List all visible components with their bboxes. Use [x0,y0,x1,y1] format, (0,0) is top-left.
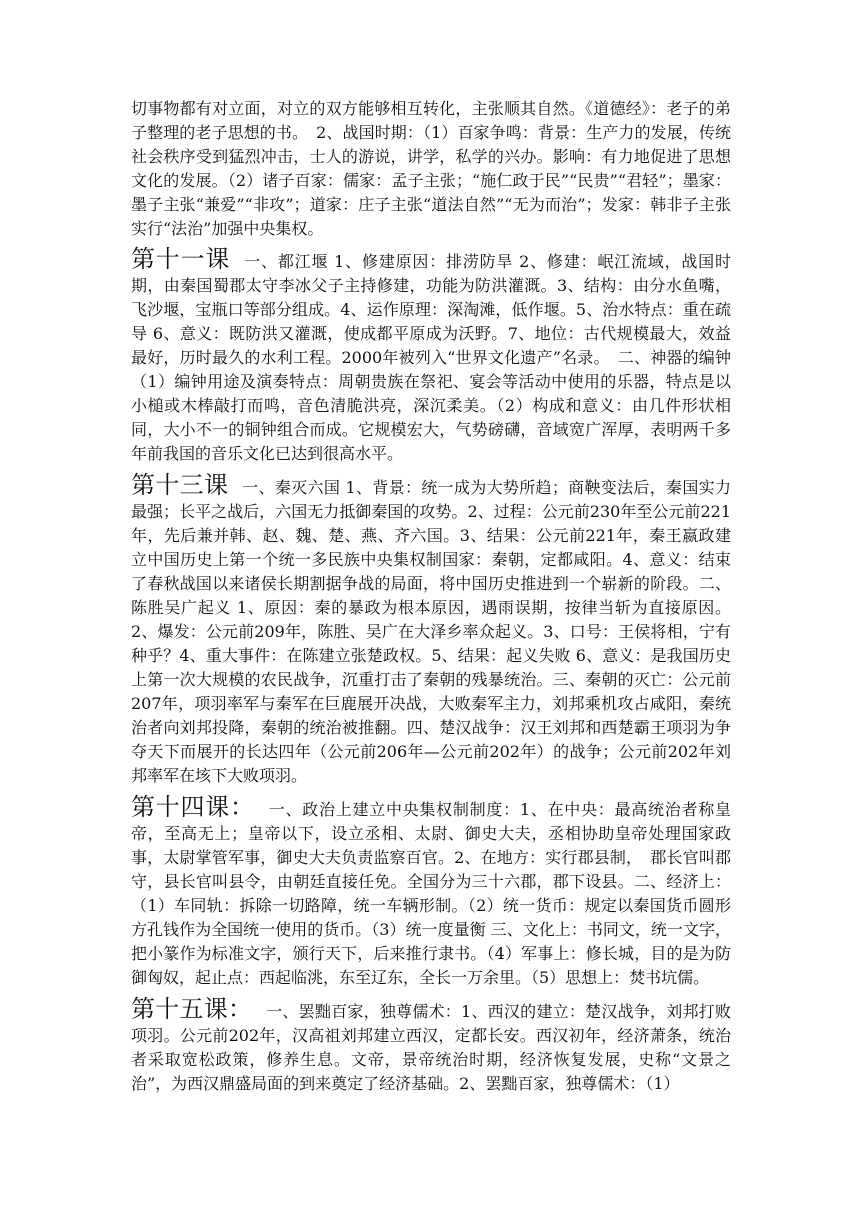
intro-paragraph: 切事物都有对立面，对立的双方能够相互转化，主张顺其自然。《道德经》：老子的弟子整理的老子思想的书。 2、战国时期：（1）百家争鸣：背景：生产力的发展，传统社会秩序受到猛烈冲击，士人的游说，讲学，私学的兴办。影响：有力地促进了思想文化的发展。（2）诸子百家：儒家：孟子主张；“施仁政于民”“民贵”“君轻”；墨家：墨子主张“兼爱”“非攻”；道家：庄子主张“道法自然”“无为而治”；发家：韩非子主张实行“法治”加强中央集权。 [131,99,731,238]
lesson-15-title: 第十五课： [131,995,253,1023]
lesson-15-text: 一、罢黜百家，独尊儒术：1、西汉的建立：楚汉战争，刘邦打败项羽。公元前202年，汉高祖刘邦建立西汉，定都长安。西汉初年，经济萧条，统治者采取宽松政策，修养生息。文帝，景帝统治时期，经济恢复发展，史称“文景之治”，为西汉鼎盛局面的到来奠定了经济基础。2、罢黜百家，独尊儒术：（1） [131,1002,731,1093]
lesson-14-paragraph [131,793,731,990]
lesson-13-text: 一、秦灭六国 1、背景：统一成为大势所趋；商鞅变法后，秦国实力最强；长平之战后，六国无力抵御秦国的攻势。2、过程：公元前230年至公元前221年，先后兼并韩、赵、魏、楚、燕、齐六国。3、结果：公元前221年，秦王嬴政建立中国历史上第一个统一多民族中央集权制国家：秦朝，定都咸阳。4、意义：结束了春秋战国以来诸侯长期割据争战的局面，将中国历史推进到一个崭新的阶段。二、陈胜吴广起义 1、原因：秦的暴政为根本原因，遇雨误期，按律当斩为直接原因。2、爆发：公元前209年，陈胜、吴广在大泽乡率众起义。3、口号：王侯将相，宁有种乎？4、重大事件：在陈建立张楚政权。5、结果：起义失败 6、意义：是我国历史上第一次大规模的农民战争，沉重打击了秦朝的残暴统治。三、秦朝的灭亡：公元前207年，项羽率军与秦军在巨鹿展开决战，大败秦军主力，刘邦乘机攻占咸阳，秦统治者向刘邦投降，秦朝的统治被推翻。四、楚汉战争：汉王刘邦和西楚霸王项羽为争夺天下而展开的长达四年（公元前206年—公元前202年）的战争；公元前202年刘邦率军在垓下大败项羽。 [131,478,731,785]
document-page [131,97,748,1101]
lesson-11-text: 一、都江堰 1、修建原因：排涝防旱 2、修建：岷江流域，战国时期，由秦国蜀郡太守李冰父子主持修建，功能为防洪灌溉。3、结构：由分水鱼嘴，飞沙堰，宝瓶口等部分组成。4、运作原理：深淘滩，低作堰。5、治水特点：重在疏导 6、意义：既防洪又灌溉，使成都平原成为沃野。7、地位：古代规模最大，效益最好，历时最久的水利工程。2000年被列入“世界文化遗产”名录。 二、神器的编钟 （1）编钟用途及演奏特点：周朝贵族在祭祀、宴会等活动中使用的乐器，特点是以小槌或木棒敲打而鸣，音色清脆洪亮，深沉柔美。（2）构成和意义：由几件形状相同，大小不一的铜钟组合而成。它规模宏大，气势磅礴，音域宽广浑厚，表明两千多年前我国的音乐文化已达到很高水平。 [131,252,748,463]
lesson-15-paragraph [131,995,731,1096]
lesson-11-paragraph [131,245,748,466]
lesson-13-paragraph [131,471,731,788]
lesson-14-text: 一、政治上建立中央集权制制度：1、在中央：最高统治者称皇帝，至高无上；皇帝以下，设立丞相、太尉、御史大夫，丞相协助皇帝处理国家政事，太尉掌管军事，御史大夫负责监察百官。2、在地方：实行郡县制， 郡长官叫郡守，县长官叫县令，由朝廷直接任免。全国分为三十六郡，郡下设县。二、经济上：（1）车同轨：拆除一切路障，统一车辆形制。（2）统一货币：规定以秦国货币圆形方孔钱作为全国统一使用的货币。（3）统一度量衡 三、文化上：书同文，统一文字，把小篆作为标准文字，颁行天下，后来推行隶书。（4）军事上：修长城，目的是为防御匈奴，起止点：西起临洮，东至辽东，全长一万余里。（5）思想上：焚书坑儒。 [131,800,732,987]
lesson-13-title: 第十三课 [131,471,229,499]
lesson-11-title: 第十一课 [131,245,231,273]
lesson-14-title: 第十四课： [131,793,255,821]
